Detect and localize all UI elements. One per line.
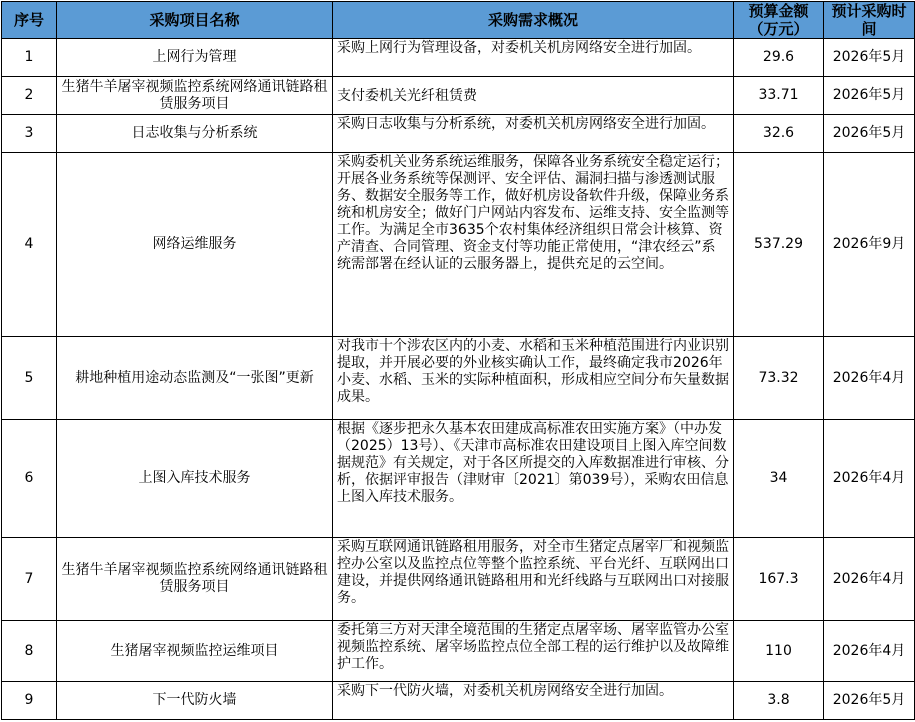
table-row (2, 77, 915, 115)
row-time: 2026年4月 (824, 538, 915, 621)
row-description: 采购日志收集与分析系统，对委机关机房网络安全进行加固。 (333, 115, 734, 153)
row-time: 2026年5月 (824, 77, 915, 115)
row-budget: 167.3 (734, 538, 824, 621)
row-seq: 3 (2, 115, 57, 153)
row-seq: 5 (2, 337, 57, 420)
row-budget: 33.71 (734, 77, 824, 115)
table-row (2, 621, 915, 682)
row-budget: 3.8 (734, 682, 824, 720)
row-description: 采购下一代防火墙，对委机关机房网络安全进行加固。 (333, 682, 734, 720)
row-project-name: 生猪牛羊屠宰视频监控系统网络通讯链路租赁服务项目 (57, 538, 333, 621)
row-seq: 2 (2, 77, 57, 115)
row-time: 2026年4月 (824, 420, 915, 538)
row-description: 采购互联网通讯链路租用服务，对全市生猪定点屠宰厂和视频监控办公室以及监控点位等整个监控系统、平台光纤、互联网出口建设，并提供网络通讯链路租用和光纤线路与互联网出口对接服务。 (333, 538, 734, 621)
header-procurement-time (824, 2, 915, 39)
table-row (2, 538, 915, 621)
row-time: 2026年4月 (824, 621, 915, 682)
procurement-table (1, 1, 915, 720)
row-project-name: 下一代防火墙 (57, 682, 333, 720)
row-seq: 9 (2, 682, 57, 720)
header-project-name: 采购项目名称 (57, 2, 333, 39)
row-project-name: 生猪屠宰视频监控运维项目 (57, 621, 333, 682)
row-description: 根据《逐步把永久基本农田建成高标准农田实施方案》（中办发（2025）13号）、《天津市高标准农田建设项目上图入库空间数据规范》有关规定，对于各区所提交的入库数据准进行审核、分析，依据评审报告（津财审〔2021〕第039号），采购农田信息上图入库技术服务。 (333, 420, 734, 538)
header-budget-label: 预算金额（万元） (748, 2, 809, 38)
row-description: 支付委机关光纤租赁费 (333, 77, 734, 115)
row-time: 2026年5月 (824, 682, 915, 720)
row-description: 采购上网行为管理设备，对委机关机房网络安全进行加固。 (333, 39, 734, 77)
row-time: 2026年5月 (824, 115, 915, 153)
row-time: 2026年9月 (824, 153, 915, 337)
table-row (2, 153, 915, 337)
table-row (2, 420, 915, 538)
row-seq: 7 (2, 538, 57, 621)
row-seq: 8 (2, 621, 57, 682)
row-budget: 29.6 (734, 39, 824, 77)
row-project-name: 耕地种植用途动态监测及“一张图”更新 (57, 337, 333, 420)
row-time: 2026年5月 (824, 39, 915, 77)
header-budget (734, 2, 824, 39)
header-time-label: 预计采购时间 (831, 2, 907, 38)
row-project-name: 生猪牛羊屠宰视频监控系统网络通讯链路租赁服务项目 (57, 77, 333, 115)
header-requirement-overview: 采购需求概况 (333, 2, 734, 39)
row-description: 委托第三方对天津全境范围的生猪定点屠宰场、屠宰监管办公室视频监控系统、屠宰场监控点位全部工程的运行维护以及故障维护工作。 (333, 621, 734, 682)
row-seq: 4 (2, 153, 57, 337)
table-row (2, 39, 915, 77)
row-description: 采购委机关业务系统运维服务，保障各业务系统安全稳定运行；开展各业务系统等保测评、安全评估、漏洞扫描与渗透测试服务、数据安全服务等工作，做好机房设备软件升级，保障业务系统和机房安全；做好门户网站内容发布、运维支持、安全监测等工作。为满足全市3635个农村集体经济组织日常会计核算、资产清查、合同管理、资金支付等功能正常使用，“津农经云”系统需部署在经认证的云服务器上，提供充足的云空间。 (333, 153, 734, 337)
table-row (2, 115, 915, 153)
table-header-row (2, 2, 915, 39)
row-seq: 6 (2, 420, 57, 538)
row-description: 对我市十个涉农区内的小麦、水稻和玉米种植范围进行内业识别提取，并开展必要的外业核实确认工作，最终确定我市2026年小麦、水稻、玉米的实际种植面积，形成相应空间分布矢量数据成果。 (333, 337, 734, 420)
table-row (2, 337, 915, 420)
row-time: 2026年4月 (824, 337, 915, 420)
table-row (2, 682, 915, 720)
row-project-name: 日志收集与分析系统 (57, 115, 333, 153)
row-budget: 32.6 (734, 115, 824, 153)
row-project-name: 上图入库技术服务 (57, 420, 333, 538)
row-project-name: 网络运维服务 (57, 153, 333, 337)
row-seq: 1 (2, 39, 57, 77)
row-project-name: 上网行为管理 (57, 39, 333, 77)
row-budget: 110 (734, 621, 824, 682)
row-budget: 34 (734, 420, 824, 538)
row-budget: 73.32 (734, 337, 824, 420)
header-seq: 序号 (2, 2, 57, 39)
row-budget: 537.29 (734, 153, 824, 337)
